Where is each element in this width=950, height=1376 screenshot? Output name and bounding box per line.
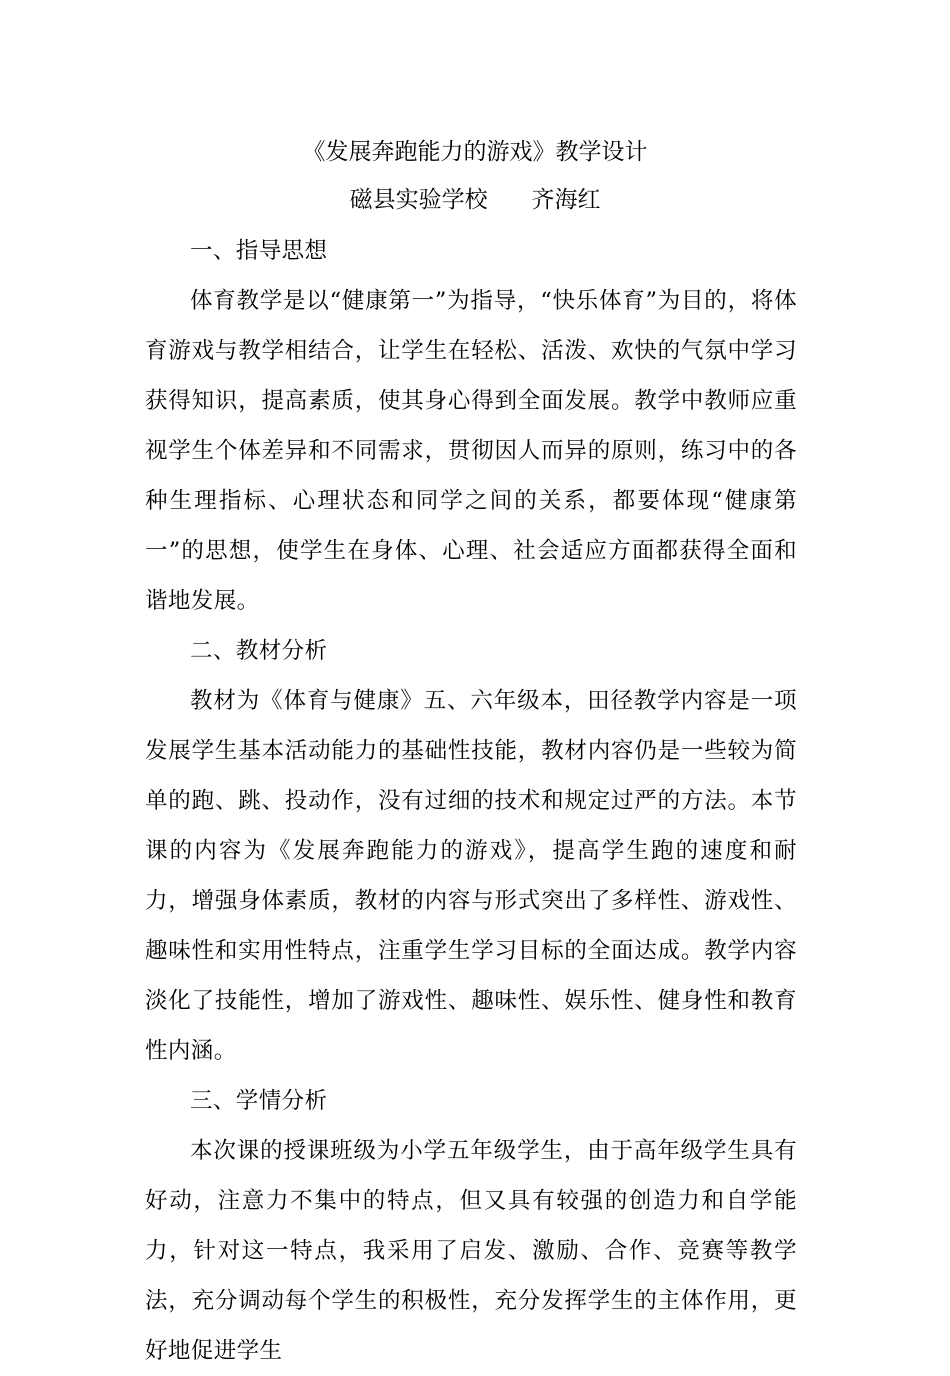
author-name: 齐海红 — [531, 187, 601, 213]
section-paragraph-student-analysis: 本次课的授课班级为小学五年级学生，由于高年级学生具有好动，注意力不集中的特点，但又具有较强的创造力和自学能力，针对这一特点，我采用了启发、激励、合作、竞赛等教学法，充分调动每个学生的积极性，充分发挥学生的主体作用，更好地促进学生 — [145, 1138, 797, 1364]
document-body — [145, 226, 797, 1376]
section-heading-student-analysis: 三、学情分析 — [190, 1088, 328, 1114]
document-title: 《发展奔跑能力的游戏》教学设计 — [302, 139, 648, 165]
section-heading-material-analysis: 二、教材分析 — [190, 638, 328, 664]
section-paragraph-material-analysis: 教材为《体育与健康》五、六年级本，田径教学内容是一项发展学生基本活动能力的基础性技能，教材内容仍是一些较为简单的跑、跳、投动作，没有过细的技术和规定过严的方法。本节课的内容为《发展奔跑能力的游戏》，提高学生跑的速度和耐力，增强身体素质，教材的内容与形式突出了多样性、游戏性、趣味性和实用性特点，注重学生学习目标的全面达成。教学内容淡化了技能性，增加了游戏性、趣味性、娱乐性、健身性和教育性内涵。 — [145, 688, 797, 1064]
section-heading-guiding-ideology: 一、指导思想 — [190, 238, 328, 264]
school-name: 磁县实验学校 — [349, 187, 488, 213]
section-paragraph-guiding-ideology: 体育教学是以“健康第一”为指导，“快乐体育”为目的，将体育游戏与教学相结合，让学生在轻松、活泼、欢快的气氛中学习获得知识，提高素质，使其身心得到全面发展。教学中教师应重视学生个体差异和不同需求，贯彻因人而异的原则，练习中的各种生理指标、心理状态和同学之间的关系，都要体现“健康第一”的思想，使学生在身体、心理、社会适应方面都获得全面和谐地发展。 — [145, 288, 797, 614]
byline — [0, 180, 950, 220]
